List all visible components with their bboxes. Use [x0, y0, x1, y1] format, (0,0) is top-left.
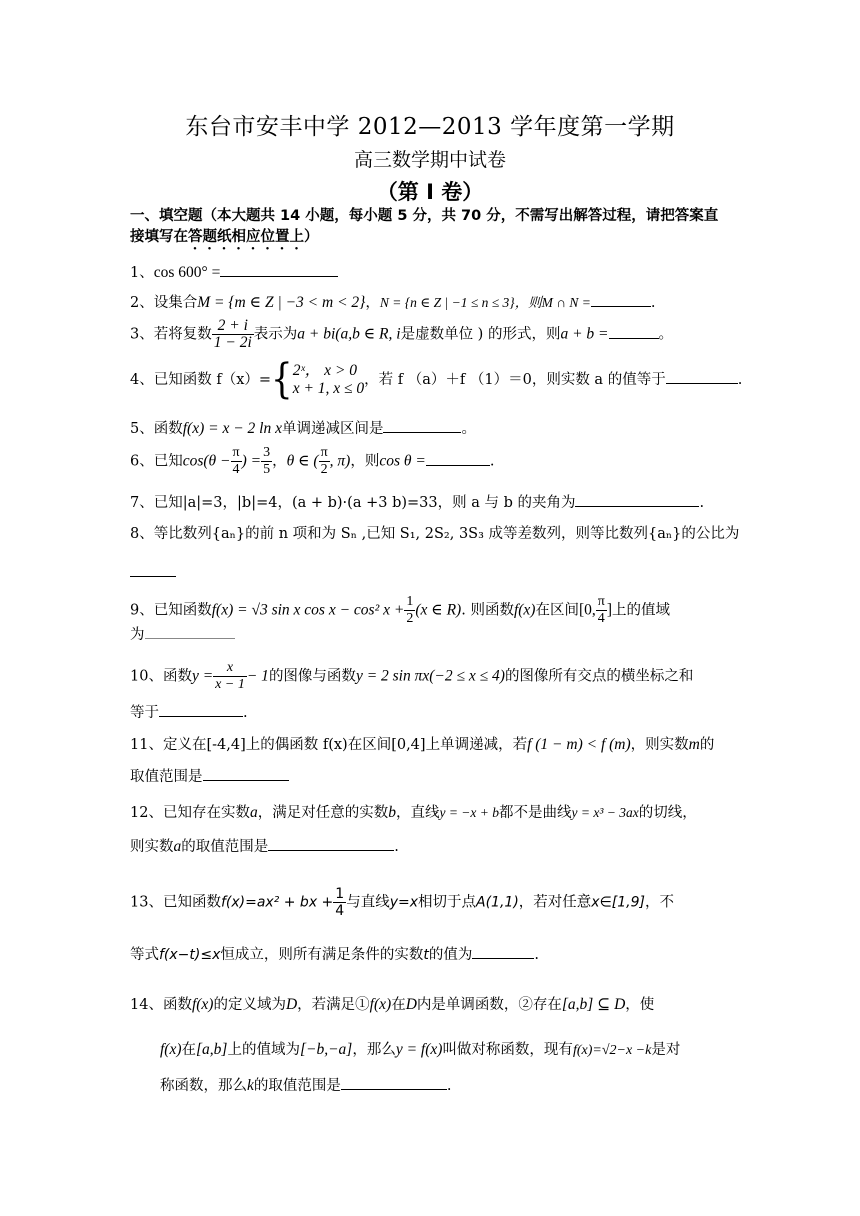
fraction: $\frac{2 + i}{1 - 2i}$ [213, 317, 252, 351]
question-3: 3、若将复数 $\frac{2 + i}{1 - 2i}$ 表示为a + bi(a,b ∈ R, i是虚数单位 ) 的形式，则a + b = 。 [130, 317, 673, 351]
question-12: 12、已知存在实数a，满足对任意的实数b，直线y = −x + b都不是曲线y = x³ − 3ax的切线， [130, 804, 697, 821]
answer-blank[interactable] [575, 492, 699, 507]
answer-blank[interactable] [666, 369, 738, 384]
question-9-line-2: 为 [130, 624, 740, 646]
question-7: 7、已知|a|=3，|b|=4，(a + b)·(a +3 b)=33，则 a 与 b 的夹角为 . [130, 492, 740, 514]
question-11-line-2: 取值范围是 [130, 766, 740, 788]
question-8: 8、等比数列{aₙ}的前 n 项和为 Sₙ ,已知 S₁, 2S₂, 3S₃ 成等差数列，则等比数列{aₙ}的公比为 [130, 526, 740, 542]
question-9: 9、已知函数f(x) = √3 sin x cos x − cos² x + $\frac{1}{2}$ (x ∈ R). 则函数f(x)在区间[0, $\frac{\pi}{4}$ ]上的值域 [130, 594, 671, 626]
question-8-blank-line [130, 562, 740, 584]
question-4: 4、已知函数 f（x）={ 2ˣ， x > 0 x + 1, x ≤ 0 ，若 f （a）＋f （1）＝0，则实数 a 的值等于 . [130, 356, 743, 404]
answer-blank[interactable] [268, 836, 394, 851]
question-14-line-2: f(x)在[a,b]上的值域为[−b,−a]，那么y = f(x)叫做对称函数，现有f(x)=√2−x −k是对 [160, 1041, 681, 1058]
question-13-line-2: 等式f(x−t)≤x恒成立，则所有满足条件的实数t的值为 . [130, 944, 740, 966]
question-10-line-2: 等于 . [130, 702, 740, 724]
brace-icon: { [271, 356, 293, 404]
question-13: 13、已知函数f(x)=ax² + bx + $\frac{1}{4}$ 与直线y=x相切于点A(1,1)，若对任意x∈[1,9]，不 [130, 886, 674, 919]
question-14: 14、函数f(x)的定义域为D，若满足①f(x)在D内是单调函数，②存在[a,b] ⊆ D，使 [130, 996, 655, 1013]
answer-blank[interactable] [472, 944, 534, 959]
question-12-line-2: 则实数a的取值范围是 . [130, 838, 399, 855]
question-10: 10、函数y = $\frac{x}{x - 1}$ − 1的图像与函数y = 2 sin πx(−2 ≤ x ≤ 4)的图像所有交点的横坐标之和 [130, 660, 694, 692]
answer-blank[interactable] [426, 451, 490, 466]
volume-label: （第 I 卷） [376, 180, 484, 204]
piecewise-cases: 2ˣ， x > 0 x + 1, x ≤ 0 [292, 362, 365, 397]
section-heading: 一、填空题（本大题共 14 小题，每小题 5 分，共 70 分，不需写出解答过程，请把答案直 接填写在答题纸相应位置上） [130, 208, 719, 245]
answer-blank[interactable] [383, 418, 461, 433]
school-title: 东台市安丰中学 2012—2013 学年度第一学期 [185, 114, 675, 140]
answer-blank[interactable] [145, 624, 235, 639]
exam-title: 高三数学期中试卷 [353, 149, 506, 171]
answer-blank[interactable] [159, 702, 243, 717]
question-14-line-3: 称函数，那么k的取值范围是 . [160, 1077, 452, 1094]
answer-blank[interactable] [609, 324, 659, 339]
answer-blank[interactable] [130, 562, 176, 577]
answer-blank[interactable] [220, 262, 338, 277]
question-5: 5、函数f(x) = x − 2 ln x单调递减区间是 。 [130, 420, 476, 437]
answer-blank[interactable] [203, 766, 289, 781]
answer-blank[interactable] [341, 1075, 447, 1090]
question-11: 11、定义在[-4,4]上的偶函数 f(x)在区间[0,4]上单调递减，若f (1 − m) < f (m)，则实数m的 [130, 736, 715, 753]
question-6: 6、已知cos(θ − $\frac{\pi}{4}$ ) = $\frac{3}{5}$ ，θ ∈ ( $\frac{\pi}{2}$ , π)，则cos θ = . [130, 445, 495, 477]
answer-blank[interactable] [591, 292, 651, 307]
question-1: 1、cos 600° = [130, 262, 740, 284]
question-2: 2、设集合M = {m ∈ Z | −3 < m < 2}，N = {n ∈ Z | −1 ≤ n ≤ 3}，则M ∩ N = . [130, 294, 656, 311]
